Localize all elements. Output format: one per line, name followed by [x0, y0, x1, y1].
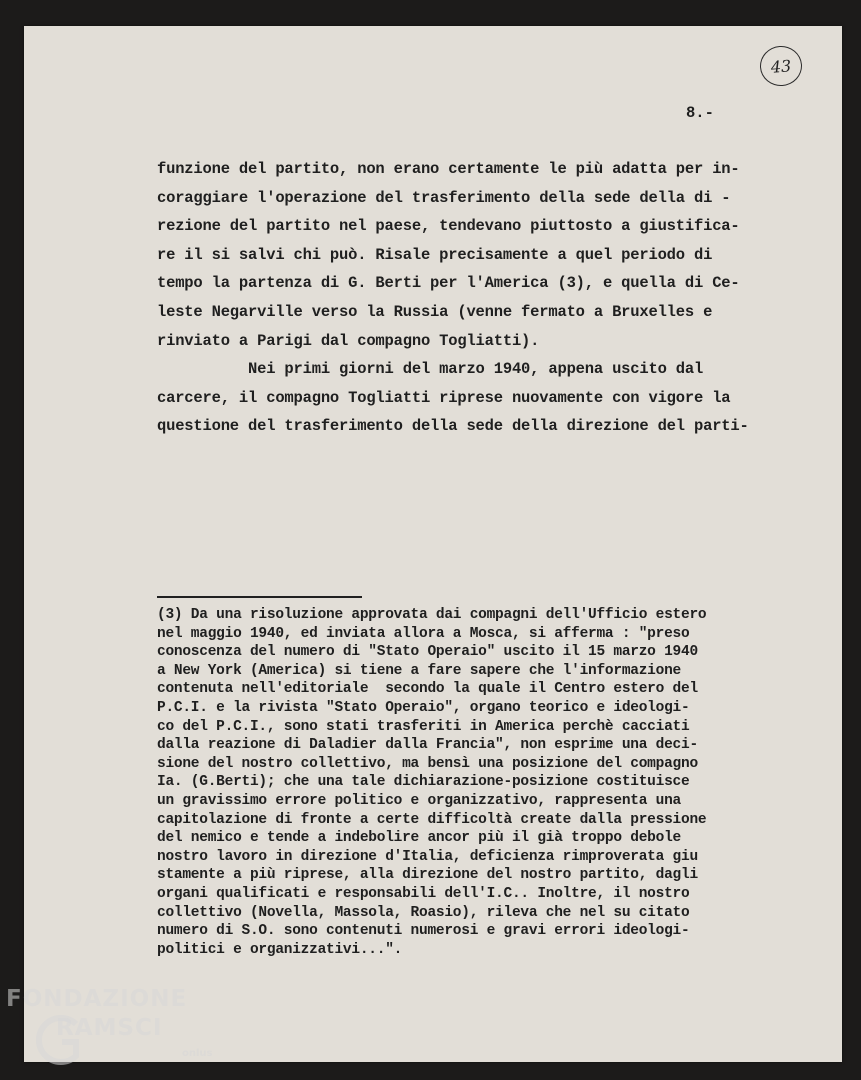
footnote-line: conoscenza del numero di "Stato Operaio" uscito il 15 marzo 1940 — [157, 644, 698, 661]
logo-line-2: RAMSCI — [56, 1015, 163, 1041]
logo-line-1: FONDAZIONE — [6, 986, 188, 1012]
footnote-line: organi qualificati e responsabili dell'I.C.. Inoltre, il nostro — [157, 885, 690, 902]
footnote-line: P.C.I. e la rivista "Stato Operaio", organo teorico e ideologi- — [157, 699, 690, 716]
footnote-line: numero di S.O. sono contenuti numerosi e gravi errori ideologi- — [157, 923, 690, 940]
footnote-text — [157, 606, 797, 959]
body-line: funzione del partito, non erano certamente le più adatta per in- — [157, 160, 740, 178]
footnote-line: del nemico e tende a indebolire ancor più il già troppo debole — [157, 830, 681, 847]
footnote-line: Ia. (G.Berti); che una tale dichiarazione-posizione costituisce — [157, 774, 690, 791]
logo-line-3: onlus — [182, 1048, 213, 1059]
footnote-line: (3) Da una risoluzione approvata dai compagni dell'Ufficio estero — [157, 607, 707, 623]
footnote-line: capitolazione di fronte a certe difficoltà create dalla pressione — [157, 811, 707, 828]
fondazione-gramsci-logo — [6, 986, 216, 1076]
body-line: coraggiare l'operazione del trasferimento della sede della di - — [157, 188, 731, 207]
body-line: rinviato a Parigi dal compagno Togliatti). — [157, 331, 540, 350]
body-text — [157, 155, 787, 441]
footnote-line: contenuta nell'editoriale secondo la quale il Centro estero del — [157, 681, 698, 698]
body-line: rezione del partito nel paese, tendevano piuttosto a giustifica- — [157, 217, 740, 236]
body-line: re il si salvi chi può. Risale precisamente a quel periodo di — [157, 245, 713, 264]
footnote-line: stamente a più riprese, alla direzione del nostro partito, dagli — [157, 867, 698, 884]
footnote-line: politici e organizzativi...". — [157, 941, 403, 958]
footnote-line: nel maggio 1940, ed inviata allora a Mosca, si afferma : "preso — [157, 625, 690, 642]
footnote-line: co del P.C.I., sono stati trasferiti in America perchè cacciati — [157, 718, 690, 735]
body-line: Nei primi giorni del marzo 1940, appena uscito dal — [157, 360, 704, 379]
footnote-line: sione del nostro collettivo, ma bensì una posizione del compagno — [157, 755, 698, 772]
footnote-line: dalla reazione di Daladier dalla Francia", non esprime una deci- — [157, 737, 698, 754]
footnote-line: a New York (America) si tiene a fare sapere che l'informazione — [157, 662, 681, 679]
body-line: tempo la partenza di G. Berti per l'America (3), e quella di Ce- — [157, 274, 740, 293]
footnote-line: nostro lavoro in direzione d'Italia, deficienza rimproverata giu — [157, 848, 698, 865]
body-line: carcere, il compagno Togliatti riprese nuovamente con vigore la — [157, 388, 731, 407]
footnote-line: collettivo (Novella, Massola, Roasio), rileva che nel su citato — [157, 904, 690, 921]
page-number: 8.- — [686, 104, 714, 122]
archive-number-stamp: 43 — [759, 45, 804, 88]
footnote-divider — [157, 596, 362, 598]
body-line: questione del trasferimento della sede della direzione del parti- — [157, 417, 749, 436]
footnote-line: un gravissimo errore politico e organizzativo, rappresenta una — [157, 792, 681, 809]
body-line: leste Negarville verso la Russia (venne fermato a Bruxelles e — [157, 302, 713, 321]
